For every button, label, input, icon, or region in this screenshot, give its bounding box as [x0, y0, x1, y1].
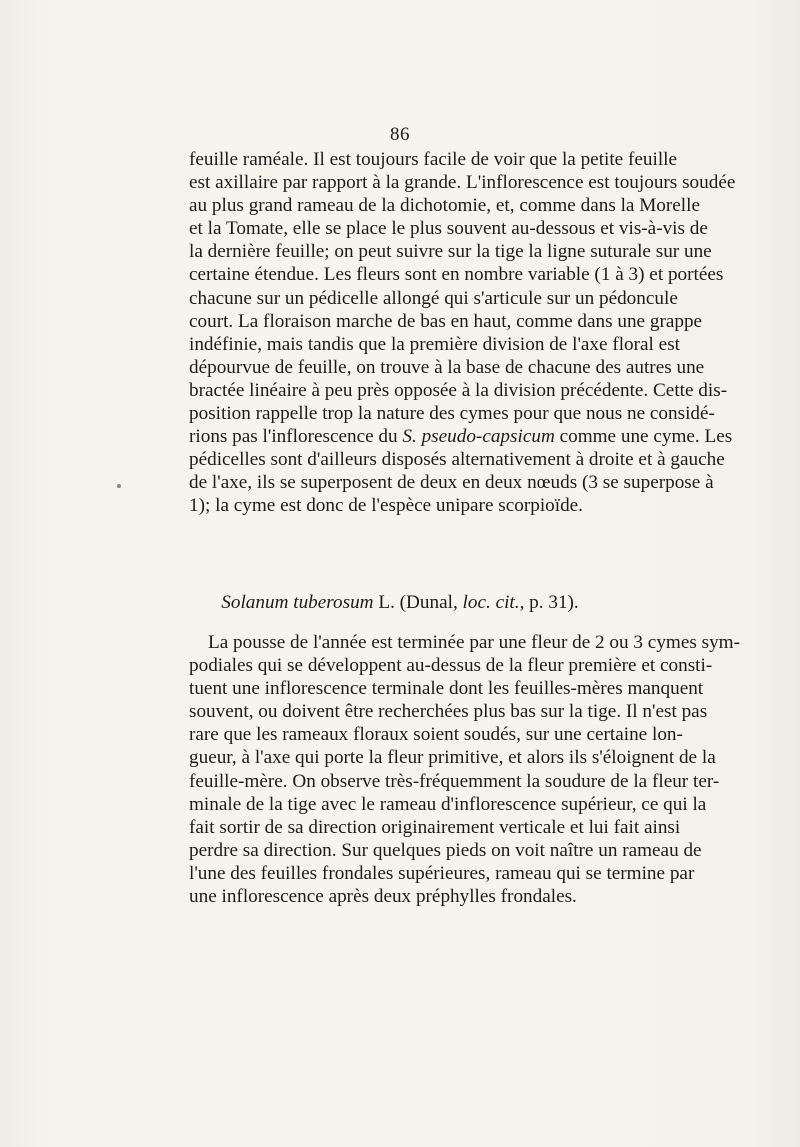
text-line: est axillaire par rapport à la grande. L'inflorescence est toujours soudée	[189, 172, 736, 194]
text-line: court. La floraison marche de bas en haut, comme dans une grappe	[189, 310, 703, 332]
text-line: bractée linéaire à peu près opposée à la division précédente. Cette dis-	[189, 379, 728, 401]
section-heading	[0, 592, 800, 614]
text-line: au plus grand rameau de la dichotomie, et, comme dans la Morelle	[189, 195, 700, 217]
heading-text-end: , p. 31).	[519, 592, 579, 613]
page-number: 86	[390, 124, 410, 145]
text-line: rare que les rameaux floraux soient soudés, sur une certaine lon-	[189, 724, 683, 746]
text-line: feuille raméale. Il est toujours facile de voir que la petite feuille	[189, 149, 678, 170]
paper-speck	[117, 484, 121, 488]
heading-species: Solanum tuberosum	[221, 592, 374, 613]
text-line: gueur, à l'axe qui porte la fleur primitive, et alors ils s'éloignent de la	[189, 747, 716, 769]
paragraph-2	[189, 631, 740, 908]
text-line: chacune sur un pédicelle allongé qui s'articule sur un pédoncule	[189, 287, 678, 309]
text-line: l'une des feuilles frondales supérieures, rameau qui se termine par	[189, 862, 695, 884]
species-name: S. pseudo-capsicum	[402, 426, 555, 448]
text-line: souvent, ou doivent être recherchées plus bas sur la tige. Il n'est pas	[189, 701, 708, 723]
text-line: perdre sa direction. Sur quelques pieds on voit naître un rameau de	[189, 839, 702, 861]
text-line: indéfinie, mais tandis que la première division de l'axe floral est	[189, 333, 680, 355]
text-line: une inflorescence après deux préphylles frondales.	[189, 886, 577, 908]
text-line: fait sortir de sa direction originairement verticale et lui fait ainsi	[189, 816, 681, 838]
text-line: la dernière feuille; on peut suivre sur la tige la ligne suturale sur une	[189, 241, 712, 263]
text-line: et la Tomate, elle se place le plus souvent au-dessous et vis-à-vis de	[189, 218, 708, 240]
text-line: podiales qui se développent au-dessus de la fleur première et consti-	[189, 655, 713, 677]
text-line: La pousse de l'année est terminée par une fleur de 2 ou 3 cymes sym-	[208, 632, 740, 653]
text-line: pédicelles sont d'ailleurs disposés alternativement à droite et à gauche	[189, 449, 725, 471]
text-line: de l'axe, ils se superposent de deux en deux nœuds (3 se superpose à	[189, 472, 714, 494]
heading-text: L. (Dunal,	[373, 592, 463, 613]
paragraph-1	[189, 148, 736, 518]
text-line: tuent une inflorescence terminale dont les feuilles-mères manquent	[189, 678, 704, 700]
heading-citation: loc. cit.	[462, 592, 520, 613]
text-line: certaine étendue. Les fleurs sont en nombre variable (1 à 3) et portées	[189, 264, 724, 286]
text-line: dépourvue de feuille, on trouve à la base de chacune des autres une	[189, 356, 705, 378]
text-line: 1); la cyme est donc de l'espèce unipare scorpioïde.	[189, 495, 583, 517]
text-line-mixed	[189, 425, 733, 448]
text-line: minale de la tige avec le rameau d'inflorescence supérieur, ce qui la	[189, 793, 707, 815]
text-fragment: rions pas l'inflorescence du	[189, 426, 398, 448]
text-line: feuille-mère. On observe très-fréquemment la soudure de la fleur ter-	[189, 770, 720, 792]
text-fragment: comme une cyme. Les	[554, 426, 733, 448]
text-line: position rappelle trop la nature des cymes pour que nous ne considé-	[189, 403, 715, 425]
